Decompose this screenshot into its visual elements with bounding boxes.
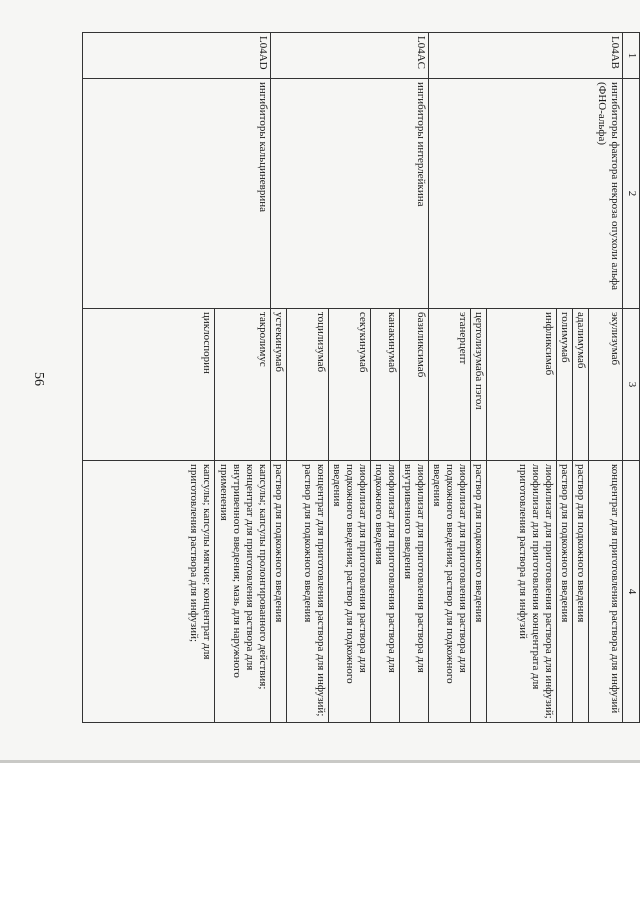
drug-form: раствор для подкожного введения: [573, 461, 589, 723]
page-number: 56: [31, 372, 46, 386]
group-name: ингибиторы фактора некроза опухоли альфа (ФНО-альфа): [429, 79, 623, 309]
group-name: ингибиторы кальциневрина: [83, 79, 271, 309]
drug-form: концентрат для приготовления раствора для инфузий; раствор для подкожного введения: [287, 461, 329, 723]
drug-form: лиофилизат для приготовления раствора для инфузий; лиофилизат для приготовления концентрата для приготовления раствора для инфузий: [487, 461, 557, 723]
header-col-3: 3: [623, 309, 640, 461]
table-row: [589, 33, 623, 723]
atc-code: L04AD: [83, 33, 271, 79]
header-col-2: 2: [623, 79, 640, 309]
drug-form: лиофилизат для приготовления раствора для подкожного введения; раствор для подкожного введения: [429, 461, 471, 723]
drug-name: базиликсимаб: [400, 309, 429, 461]
rotated-table-wrapper: [82, 32, 640, 722]
table-row: [215, 33, 271, 723]
atc-code: L04AB: [429, 33, 623, 79]
drug-name: канакинумаб: [371, 309, 400, 461]
drug-form: раствор для подкожного введения: [271, 461, 287, 723]
drug-name: этанерцепт: [429, 309, 471, 461]
drug-form: капсулы; капсулы мягкие; концентрат для приготовления раствора для инфузий;: [83, 461, 215, 723]
drug-name: инфликсимаб: [487, 309, 557, 461]
drug-name: экулизумаб: [589, 309, 623, 461]
header-col-4: 4: [623, 461, 640, 723]
drug-name: тоцилизумаб: [287, 309, 329, 461]
drug-name: устекинумаб: [271, 309, 287, 461]
drug-name: цертолизумаба пэгол: [471, 309, 487, 461]
drug-name: адалимумаб: [573, 309, 589, 461]
drug-form: концентрат для приготовления раствора для инфузий: [589, 461, 623, 723]
group-name: ингибиторы интерлейкина: [271, 79, 429, 309]
drug-name: такролимус: [215, 309, 271, 461]
header-col-1: 1: [623, 33, 640, 79]
drug-table: [82, 32, 640, 723]
atc-code: L04AC: [271, 33, 429, 79]
drug-name: циклоспорин: [83, 309, 215, 461]
drug-form: лиофилизат для приготовления раствора для подкожного введения; раствор для подкожного введения: [329, 461, 371, 723]
drug-form: лиофилизат для приготовления раствора для внутривенного введения: [400, 461, 429, 723]
drug-form: раствор для подкожного введения: [557, 461, 573, 723]
header-row: [623, 33, 640, 723]
drug-name: секукинумаб: [329, 309, 371, 461]
drug-form: капсулы; капсулы пролонгированного действия; концентрат для приготовления раствора для внутривенного введения; мазь для наружного применения: [215, 461, 271, 723]
drug-form: раствор для подкожного введения: [471, 461, 487, 723]
table-row: [400, 33, 429, 723]
drug-name: голимумаб: [557, 309, 573, 461]
scan-edge: [0, 760, 640, 763]
drug-form: лиофилизат для приготовления раствора для подкожного введения: [371, 461, 400, 723]
